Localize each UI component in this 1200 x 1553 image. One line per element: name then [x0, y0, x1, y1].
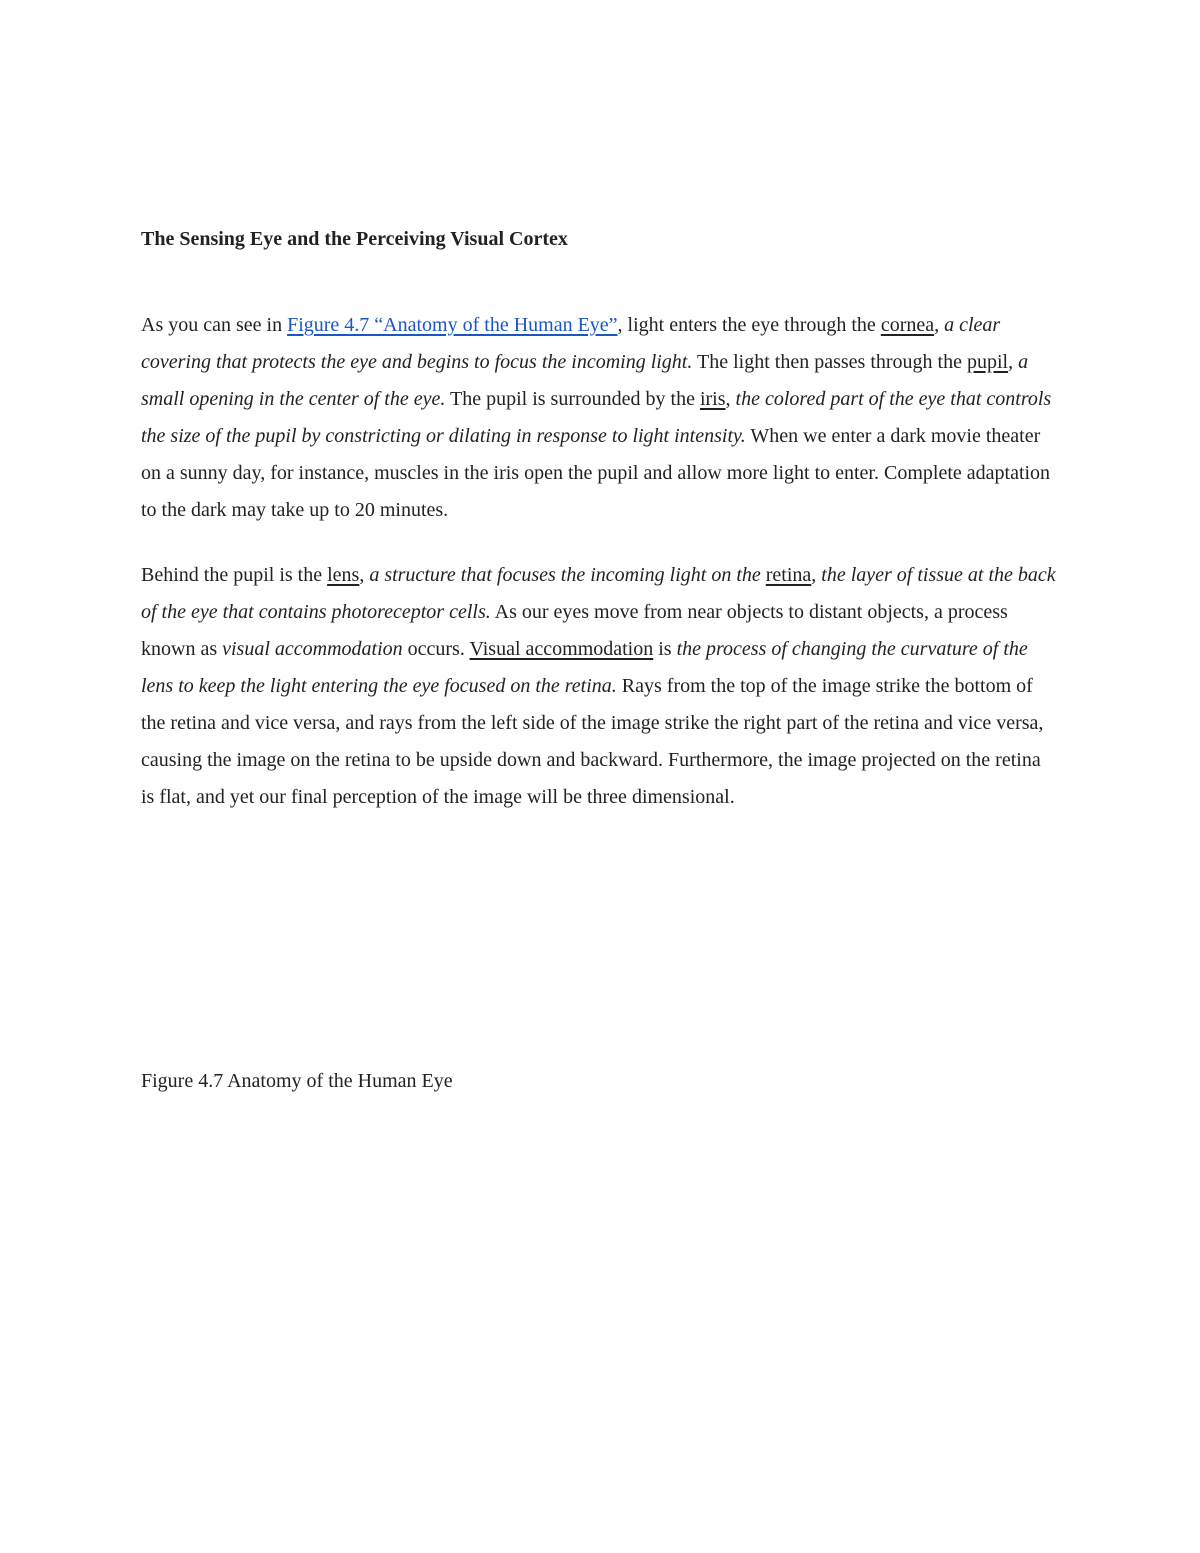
term-cornea: cornea	[880, 314, 935, 336]
definition-pupil: a small opening in the center of the eye.	[141, 351, 1029, 410]
text-span: is	[653, 638, 677, 660]
emphasis-visual-accommodation: visual accommodation	[222, 638, 403, 660]
text-span: Behind the pupil is the	[141, 564, 328, 586]
text-span: As you can see in	[141, 314, 288, 336]
term-iris: iris	[699, 388, 726, 410]
term-pupil: pupil	[966, 351, 1009, 373]
text-span: ,	[1008, 351, 1019, 373]
figure-link[interactable]: Figure 4.7 “Anatomy of the Human Eye”	[287, 314, 618, 336]
term-lens: lens	[327, 564, 360, 586]
text-span: The pupil is surrounded by the	[445, 388, 700, 410]
definition-retina: the layer of tissue at the back of the eye that contains photoreceptor cells.	[141, 564, 1056, 623]
definition-iris: the colored part of the eye that controls the size of the pupil by constricting or dilating in response to light intensity.	[141, 388, 1052, 447]
definition-cornea: a clear covering that protects the eye and begins to focus the incoming light.	[141, 314, 1001, 373]
paragraph-eye-anatomy	[141, 307, 1059, 529]
definition-visual-accommodation: the process of changing the curvature of the lens to keep the light entering the eye focused on the retina.	[141, 638, 1028, 697]
text-span: ,	[725, 388, 736, 410]
text-span: occurs.	[402, 638, 470, 660]
text-span: , light enters the eye through the	[617, 314, 881, 336]
term-retina: retina	[765, 564, 812, 586]
text-span: ,	[359, 564, 370, 586]
paragraph-lens-retina	[141, 557, 1059, 816]
text-span: When we enter a dark movie theater on a sunny day, for instance, muscles in the iris open the pupil and allow more light to enter. Complete adaptation to the dark may take up to 20 minutes.	[141, 425, 1051, 521]
text-span: ,	[934, 314, 945, 336]
text-span: Rays from the top of the image strike the bottom of the retina and vice versa, and rays from the left side of the image strike the right part of the retina and vice versa, causing the image on the retina to be upside down and backward. Furthermore, the image projected on the retina is flat, and yet our final perception of the image will be three dimensional.	[141, 675, 1044, 808]
text-span: The light then passes through the	[692, 351, 967, 373]
figure-caption: Figure 4.7 Anatomy of the Human Eye	[141, 1070, 453, 1092]
term-visual-accommodation: Visual accommodation	[469, 638, 654, 660]
document-title: The Sensing Eye and the Perceiving Visual Cortex	[141, 228, 568, 250]
text-span: As our eyes move from near objects to distant objects, a process known as	[141, 601, 1008, 660]
document-body	[141, 224, 1059, 816]
definition-lens: a structure that focuses the incoming light on the	[369, 564, 766, 586]
text-span: ,	[811, 564, 822, 586]
